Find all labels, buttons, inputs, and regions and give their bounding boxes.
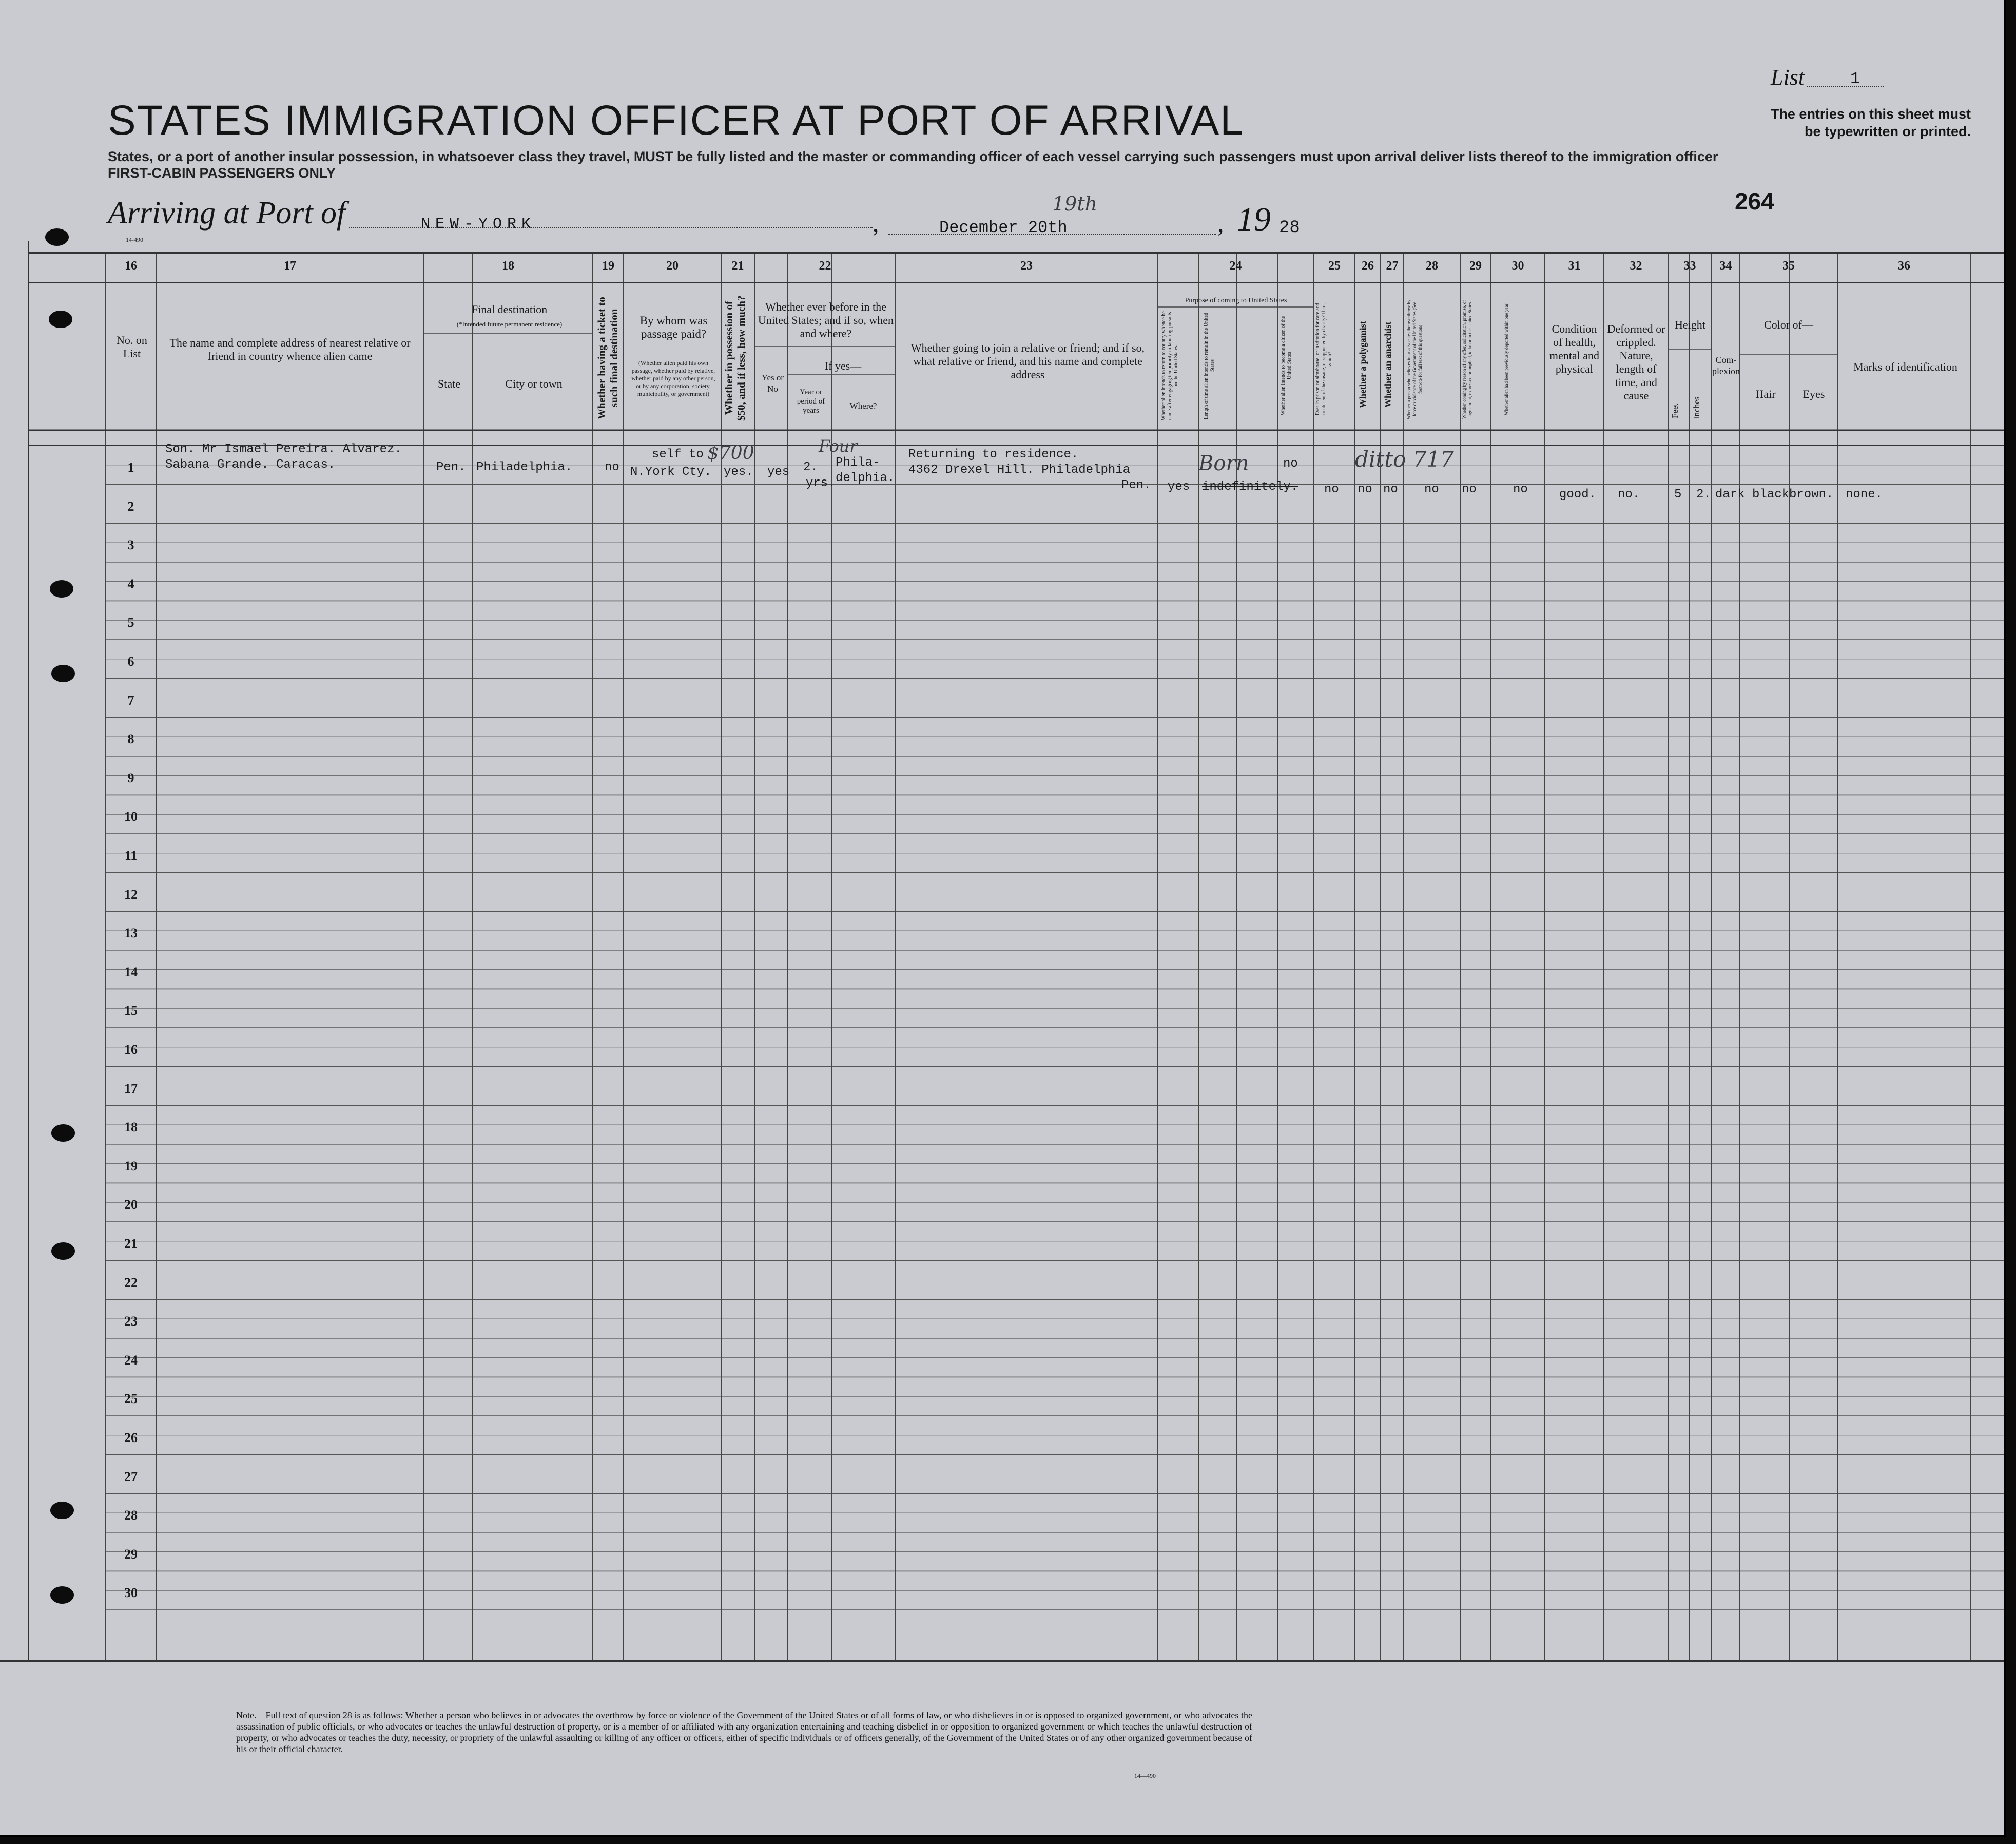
header-by-whom: By whom was passage paid?: [639, 314, 708, 340]
header-purpose-c: Whether alien intends to become a citizen of the United States: [1281, 316, 1292, 416]
entry-complexion: dark: [1715, 488, 1745, 502]
header-deformed: Deformed or crippled. Nature, length of time, and cause: [1607, 322, 1665, 402]
header-where: Where?: [849, 401, 877, 411]
entry-contract: no: [1462, 483, 1477, 496]
col-num-35: 35: [1782, 259, 1795, 273]
list-number: 1: [1850, 69, 1860, 88]
header-anarchist: Whether an anarchist: [1383, 321, 1393, 408]
entry-citizen: no: [1283, 457, 1298, 471]
date-handwritten: 19th: [1052, 193, 1098, 215]
row-number: 24: [124, 1352, 138, 1368]
form-number: 14-490: [126, 236, 143, 243]
row-number: 3: [127, 537, 134, 553]
header-overthrow: Whether a person who believes in or advocates the overthrow by force or violence of the Government of the United States (See footnote for full text of this question): [1406, 299, 1423, 419]
header-purpose-a: Whether alien intends to return to country whence he came after engaging temporarily in laboring pursuits in the United States: [1161, 311, 1179, 420]
year-prefix: 19: [1237, 201, 1271, 238]
entry-length-handwritten: Born: [1198, 452, 1249, 475]
row-number: 19: [124, 1158, 138, 1174]
col-num-22: 22: [819, 259, 831, 273]
entry-join-line2: 4362 Drexel Hill. Philadelphia: [908, 463, 1131, 477]
row-number: 5: [127, 615, 134, 630]
row-number: 29: [124, 1546, 138, 1562]
col-num-20: 20: [666, 259, 679, 273]
row-number: 7: [127, 693, 134, 708]
row-number: 10: [124, 809, 138, 824]
header-feet: Feet: [1670, 403, 1680, 418]
header-color-of: Color of—: [1764, 318, 1813, 331]
header-complexion: Com-plexion: [1712, 355, 1740, 376]
entry-length: indefinitely.: [1202, 480, 1298, 494]
header-year-period: Year or period of years: [797, 388, 825, 415]
entry-deformed: no.: [1618, 488, 1640, 502]
header-nearest-relative: The name and complete address of nearest relative or friend in country whence alien came: [169, 336, 411, 362]
header-ever-before: Whether ever before in the United States; and if so, when and where?: [758, 300, 894, 340]
entry-marks: none.: [1846, 488, 1883, 502]
entry-years-line1: 2.: [803, 460, 818, 474]
row-number: 23: [124, 1314, 138, 1329]
header-deported: Whether alien had been previously deported within one year: [1504, 303, 1509, 415]
col-num-18: 18: [502, 259, 514, 273]
entry-eyes: brown.: [1789, 488, 1834, 502]
page-title: STATES IMMIGRATION OFFICER AT PORT OF ARRIVAL: [108, 97, 1245, 144]
row-number: 18: [124, 1120, 138, 1135]
row-number: 26: [124, 1430, 138, 1445]
col-num-31: 31: [1568, 259, 1581, 273]
row-number: 30: [124, 1585, 138, 1601]
entry-join-line3: Pen.: [1121, 478, 1151, 492]
header-purpose: Purpose of coming to United States: [1185, 297, 1287, 304]
entry-polygamist: no: [1358, 483, 1372, 496]
header-final-destination: Final destination: [471, 303, 548, 316]
row-number: 1: [127, 460, 134, 475]
row-number: 9: [127, 770, 134, 785]
row-number: 28: [124, 1508, 138, 1523]
col-num-24: 24: [1229, 259, 1242, 273]
col-num-29: 29: [1469, 259, 1482, 273]
row-number: 14: [124, 964, 138, 979]
footnote: Note.—Full text of question 28 is as follows: Whether a person who believes in or advocates the overthrow by force or violence of the Government of the United States or of all forms of law, or who disbelieves in or is opposed to organized government, or who advocates the assassination of public officials, or who advocates or teaches the unlawful destruction of property, or is a member of or affiliated with any organization entertaining and teaching disbelief in or opposition to organized government or which teaches the unlawful destruction of property, or who advocates or teaches the duty, necessity, or propriety of the unlawful assaulting or killing of any officer or officers, either of specific individuals or of officers generally, of the Government of the United States or of any other organized government because of his or their official character.: [236, 1710, 1252, 1754]
entry-health: good.: [1559, 488, 1597, 502]
row-number: 4: [127, 576, 134, 591]
entry-inches: 2.: [1696, 488, 1711, 502]
entry-prison: no: [1324, 483, 1339, 496]
header-marks: Marks of identification: [1853, 360, 1957, 373]
row-number: 16: [124, 1042, 138, 1057]
header-yes-or-no: Yes or No: [761, 373, 784, 394]
footer-form-number: 14—490: [1134, 1772, 1156, 1779]
arriving-label: Arriving at Port of: [108, 196, 346, 230]
header-join-relative: Whether going to join a relative or friend; and if so, what relative or friend, and his name and complete address: [910, 341, 1145, 381]
col-num-19: 19: [602, 259, 614, 273]
header-health: Condition of health, mental and physical: [1549, 322, 1600, 375]
header-possession: Whether in possession of $50, and if less, how much?: [723, 295, 747, 421]
entry-join-line1: Returning to residence.: [908, 448, 1079, 462]
col-num-17: 17: [284, 259, 296, 273]
header-city: City or town: [505, 377, 563, 390]
header-no-on-list: No. on List: [117, 334, 147, 360]
col-num-32: 32: [1630, 259, 1642, 273]
header-final-destination-note: (*Intended future permanent residence): [456, 320, 563, 328]
col-num-21: 21: [731, 259, 744, 273]
row-number: 25: [124, 1391, 138, 1407]
row-number: 12: [124, 887, 138, 902]
col-num-34: 34: [1719, 259, 1732, 273]
entry-where-line2: delphia.: [836, 471, 895, 485]
col-num-30: 30: [1511, 259, 1524, 273]
manifest-sheet: List 1 The entries on this sheet must be typewritten or printed. STATES IMMIGRATION OFFICER AT PORT OF ARRIVAL States, or a port of another insular possession, in whatsoever class they travel, MUST be fully listed and the master or commanding officer of each vessel carrying such passengers must upon arrival deliver lists thereof to the immigration officer FIRST-CABIN PASSENGERS ONLY Arriving at Port of NEW-YORK , December 20th 19th , 19 28 264 14-490 16 17 18 19 20 21 22 23 24 25 26 27 28 29 30 31 32 33 34 35 36 No. on List The name and complete address of nearest relative or friend in country whence alien came Final destination (*Intended future permanent residence) State City or town Whether having a ticket to such final destination By whom was passage paid? (Whether alien paid his own passage, whether paid by relative, whether paid by any other person, or by any corporation, society, municipality, or government) Whether in possession of $50, and if less, how much? Whether ever before in the United States; and if so, when and where? Yes or No If yes— Year or period of years Where? Whether going to join a relative or friend; and if so, what relative or friend, and his name and complete address Purpose of coming to United States Whether alien intends to return to country whence he came after engaging temporarily in laboring pursuits in the United States Length of time alien intends to remain in the United States Whether alien intends to become a citizen of the United States Ever in prison or almshouse, or institution for care and treatment of the insane, or supported by charity? If so, which? Whether a polygamist Whether an anarchist Whether a person who believes in or advocates the overthrow by force or violence of the Government of the United States (See footnote for full text of this question) Whether coming by reason of any offer, solicitation, promise, or agreement, expressed or implied, to labor in the United States Whether alien had been previously deported within one year Condition of health, mental and physical Deformed or crippled. Nature, length of time, and cause Height Feet Inches Com-plexion Color of— Hair Eyes Marks of identification 1 2 3 4 5 6 7 8 9 10 11 12 13 14 15 16 17 18 19 20 21 22 23 24 25 26 27 28 29 30 Son. Mr Ismael Pereira. Alvarez. Sabana Grande. Caracas. Pen. Philadelphia. no self to N.York Cty. yes. $700 yes Four 2. yrs. Phila- delphia. Returning to residence. 4362 Drexel Hill. Philadelphia Pen. yes Born indefinitely. no no no no no no no ditto 717 good. no. 5 2. dark black brown. none. Note.—Full text of question 28 is as follows: Whether a person who believes in or advocates the overthrow by force or violence of the Government of the United States or of all forms of law, or who disbelieves in or is opposed to organized government, or who advocates the assassination of public officials, or who advocates or teaches the unlawful destruction of property, or is a member of or affiliated with any organization entertaining and teaching disbelief in or opposition to organized government or which teaches the unlawful destruction of property, or who advocates or teaches the duty, necessity, or propriety of the unlawful assaulting or killing of any officer or officers, either of specific individuals or of officers generally, of the Government of the United States or of any other organized government because of his or their official character. 14—490: [0, 0, 2006, 1837]
entry-relative-line1: Son. Mr Ismael Pereira. Alvarez.: [165, 443, 402, 456]
col-num-27: 27: [1386, 259, 1399, 273]
col-num-26: 26: [1362, 259, 1374, 273]
entry-before: yes: [767, 465, 790, 479]
port-value: NEW-YORK: [421, 216, 536, 233]
header-if-yes: If yes—: [824, 359, 862, 372]
entry-ditto-handwritten: ditto 717: [1355, 447, 1454, 472]
entry-paid-line2: N.York Cty.: [630, 465, 712, 479]
row-number: 13: [124, 926, 138, 941]
entry-years-line2: yrs.: [806, 476, 836, 490]
header-polygamist: Whether a polygamist: [1358, 321, 1368, 408]
entry-return: yes: [1168, 480, 1190, 494]
header-purpose-b: Length of time alien intends to remain in the United States: [1204, 312, 1215, 419]
row-number: 8: [127, 732, 134, 747]
entry-years-handwritten: Four: [819, 436, 858, 456]
header-eyes: Eyes: [1802, 388, 1825, 400]
entry-city: Philadelphia.: [476, 460, 573, 474]
entry-ticket: no: [605, 460, 619, 474]
col-num-16: 16: [125, 259, 137, 273]
row-number: 27: [124, 1469, 138, 1484]
entry-relative-line2: Sabana Grande. Caracas.: [165, 458, 336, 472]
row-number: 17: [124, 1081, 138, 1096]
header-inches: Inches: [1692, 396, 1701, 420]
subtitle-line2: FIRST-CABIN PASSENGERS ONLY: [108, 165, 336, 181]
col-num-33: 33: [1683, 259, 1696, 273]
row-number: 11: [124, 848, 138, 863]
date-value: December 20th: [939, 218, 1068, 237]
header-height: Height: [1675, 318, 1705, 331]
entry-hair: black: [1752, 488, 1790, 502]
row-number: 20: [124, 1197, 138, 1213]
list-label: List: [1771, 65, 1805, 90]
entry-feet: 5: [1674, 488, 1682, 502]
header-contract: Whether coming by reason of any offer, solicitation, promise, or agreement, expressed or implied, to labor in the United States: [1462, 300, 1472, 419]
subtitle-line1: States, or a port of another insular possession, in whatsoever class they travel, MUST be fully listed and the master or commanding officer of each vessel carrying such passengers must upon arrival deliver lists thereof to the immigration officer: [108, 149, 1718, 164]
entry-overthrow: no: [1424, 483, 1439, 496]
entry-anarchist: no: [1383, 483, 1398, 496]
header-by-whom-note: (Whether alien paid his own passage, whether paid by relative, whether paid by any other person, or by any corporation, society, municipality, or government): [631, 359, 715, 397]
col-num-23: 23: [1020, 259, 1033, 273]
row-number: 22: [124, 1275, 138, 1290]
year-suffix: 28: [1279, 218, 1300, 238]
row-number: 21: [124, 1236, 138, 1251]
header-prison: Ever in prison or almshouse, or institution for care and treatment of the insane, or supported by charity? If so, which?: [1315, 303, 1333, 416]
entry-where-line1: Phila-: [836, 456, 880, 470]
row-number: 6: [127, 654, 134, 669]
row-number: 2: [127, 498, 134, 514]
header-ticket: Whether having a ticket to such final destination: [595, 297, 620, 419]
entry-state: Pen.: [436, 460, 466, 474]
entry-deported: no: [1513, 483, 1528, 496]
entry-possession: yes.: [724, 465, 753, 479]
entries-note-line1: The entries on this sheet must: [1770, 106, 1971, 122]
header-state: State: [438, 377, 460, 390]
sheet-number: 264: [1735, 188, 1774, 215]
row-number: 15: [124, 1003, 138, 1019]
col-num-25: 25: [1328, 259, 1341, 273]
col-num-28: 28: [1426, 259, 1438, 273]
entry-possession-handwritten: $700: [707, 443, 754, 464]
header-hair: Hair: [1755, 388, 1776, 400]
entry-paid-line1: self to: [652, 448, 704, 462]
col-num-36: 36: [1898, 259, 1910, 273]
entries-note-line2: be typewritten or printed.: [1804, 124, 1971, 139]
